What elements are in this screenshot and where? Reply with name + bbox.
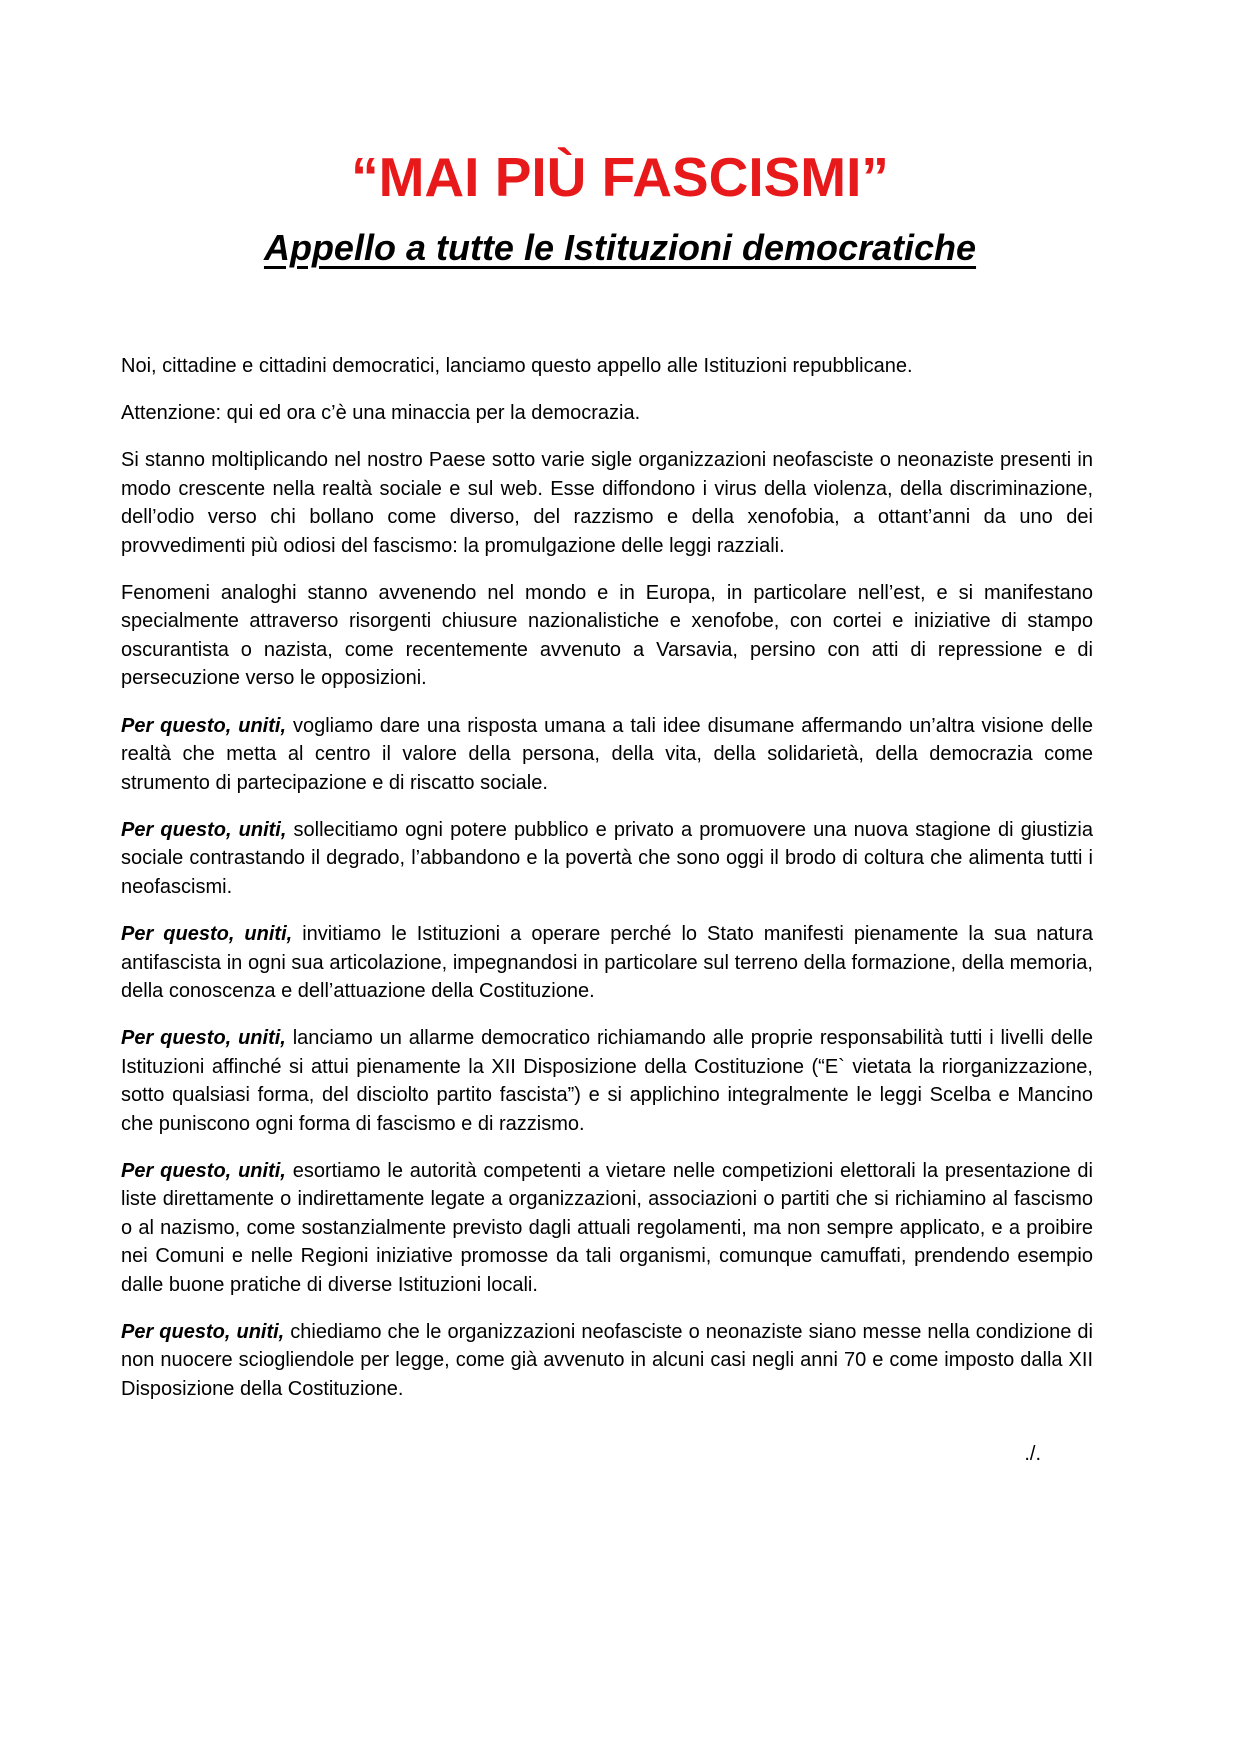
paragraph xyxy=(121,352,1093,380)
paragraph xyxy=(121,1157,1093,1299)
paragraph xyxy=(121,816,1093,901)
paragraph-text: lanciamo un allarme democratico richiamando alle proprie responsabilità tutti i livelli delle Istituzioni affinché si attui pienamente la XII Disposizione della Costituzione (“E` vietata la riorganizzazione, sotto qualsiasi forma, del disciolto partito fascista”) e si applichino integralmente le leggi Scelba e Mancino che puniscono ogni forma di fascismo e di razzismo. xyxy=(121,1027,1093,1135)
paragraph-lead: Per questo, uniti, xyxy=(121,818,287,841)
paragraph-text: Fenomeni analoghi stanno avvenendo nel mondo e in Europa, in particolare nell’est, e si manifestano specialmente attraverso risorgenti chiusure nazionalistiche e xenofobe, con cortei e iniziative di stampo oscurantista o nazista, come recentemente avvenuto a Varsavia, persino con atti di repressione e di persecuzione verso le opposizioni. xyxy=(121,582,1093,690)
paragraph xyxy=(121,446,1093,560)
paragraph-text: Attenzione: qui ed ora c’è una minaccia per la democrazia. xyxy=(121,402,641,425)
paragraph-text: esortiamo le autorità competenti a vietare nelle competizioni elettorali la presentazione di liste direttamente o indirettamente legate a organizzazioni, associazioni o partiti che si richiamino al fascismo o al nazismo, come sostanzialmente previsto dagli attuali regolamenti, ma non sempre applicato, e a proibire nei Comuni e nelle Regioni iniziative promosse da tali organismi, comunque camuffati, prendendo esempio dalle buone pratiche di diverse Istituzioni locali. xyxy=(121,1159,1093,1296)
paragraph-lead: Per questo, uniti, xyxy=(121,923,293,946)
document-subtitle: Appello a tutte le Istituzioni democratiche xyxy=(263,227,977,269)
paragraph-text: chiediamo che le organizzazioni neofasciste o neonaziste siano messe nella condizione di non nuocere sciogliendole per legge, come già avvenuto in alcuni casi negli anni 70 e come imposto dalla XII Disposizione della Costituzione. xyxy=(121,1321,1093,1400)
paragraph xyxy=(121,1024,1093,1138)
paragraph-text: vogliamo dare una risposta umana a tali idee disumane affermando un’altra visione delle realtà che metta al centro il valore della persona, della vita, della solidarietà, della democrazia come strumento di partecipazione e di riscatto sociale. xyxy=(121,714,1093,794)
document-title: “MAI PIÙ FASCISMI” xyxy=(351,146,889,208)
paragraph-text: invitiamo le Istituzioni a operare perché lo Stato manifesti pienamente la sua natura antifascista in ogni sua articolazione, impegnandosi in particolare sul terreno della formazione, della memoria, della conoscenza e dell’attuazione della Costituzione. xyxy=(121,923,1093,1002)
paragraph-text: Noi, cittadine e cittadini democratici, lanciamo questo appello alle Istituzioni repubblicane. xyxy=(121,354,913,377)
paragraph-text: Si stanno moltiplicando nel nostro Paese sotto varie sigle organizzazioni neofasciste o neonaziste presenti in modo crescente nella realtà sociale e sul web. Esse diffondono i virus della violenza, della discriminazione, dell’odio verso chi bollano come diverso, del razzismo e della xenofobia, a ottant’anni da uno dei provvedimenti più odiosi del fascismo: la promulgazione delle leggi razziali. xyxy=(121,449,1093,557)
paragraph xyxy=(121,712,1093,797)
paragraph xyxy=(121,399,1093,427)
continuation-mark: ./. xyxy=(1024,1443,1041,1466)
paragraph xyxy=(121,1318,1093,1403)
paragraph-lead: Per questo, uniti, xyxy=(121,1027,286,1050)
paragraph xyxy=(121,579,1093,693)
paragraph xyxy=(121,920,1093,1005)
paragraph-lead: Per questo, uniti, xyxy=(121,714,287,737)
document-body xyxy=(121,352,1093,1469)
paragraph-text: sollecitiamo ogni potere pubblico e privato a promuovere una nuova stagione di giustizia sociale contrastando il degrado, l’abbandono e la povertà che sono oggi il brodo di coltura che alimenta tutti i neofascismi. xyxy=(121,818,1093,898)
paragraph-lead: Per questo, uniti, xyxy=(121,1321,285,1344)
paragraph-lead: Per questo, uniti, xyxy=(121,1159,286,1182)
